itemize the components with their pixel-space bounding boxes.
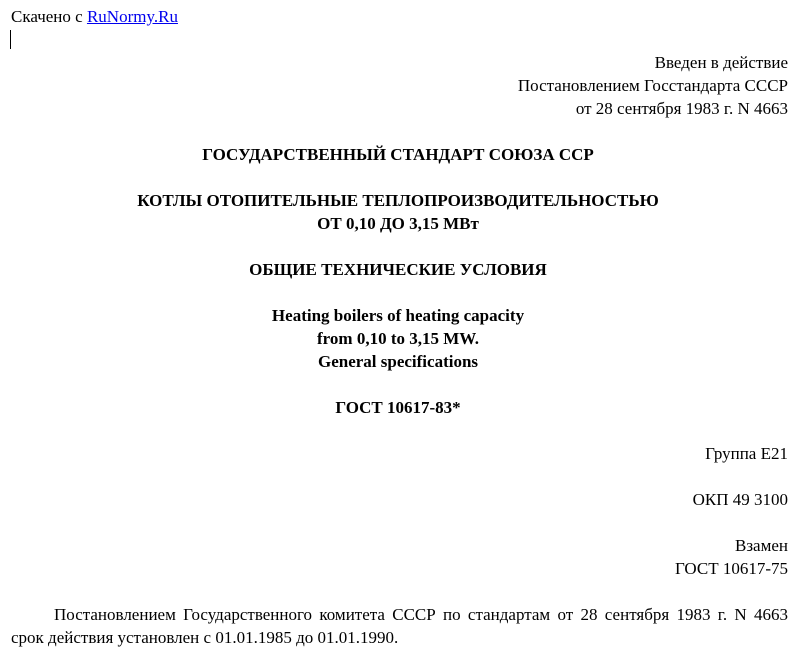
standard-type-heading: ГОСУДАРСТВЕННЫЙ СТАНДАРТ СОЮЗА ССР <box>202 145 594 164</box>
text-cursor <box>10 30 11 49</box>
runormy-link[interactable]: RuNormy.Ru <box>86 7 178 26</box>
russian-title-line-1: КОТЛЫ ОТОПИТЕЛЬНЫЕ ТЕПЛОПРОИЗВОДИТЕЛЬНОСТЬЮ <box>137 191 659 210</box>
okp-code: ОКП 49 3100 <box>692 490 788 509</box>
english-title-line-2: from 0,10 to 3,15 MW. <box>317 329 479 348</box>
replaced-standard: ГОСТ 10617-75 <box>674 559 788 578</box>
english-title-line-3: General specifications <box>317 352 479 371</box>
intro-line-decree: Постановлением Госстандарта СССР <box>517 76 788 95</box>
introduction-block <box>518 51 788 120</box>
english-title-line-1: Heating boilers of heating capacity <box>271 306 525 325</box>
russian-subtitle: ОБЩИЕ ТЕХНИЧЕСКИЕ УСЛОВИЯ <box>249 260 547 279</box>
english-title <box>0 304 796 373</box>
classification-group: Группа Е21 <box>705 444 788 463</box>
decree-paragraph: Постановлением Государственного комитета СССР по стандартам от 28 сентября 1983 г. N 4663 срок действия установлен с 01.01.1985 до 01.01.1990. <box>11 605 788 647</box>
russian-title-line-2: ОТ 0,10 ДО 3,15 МВт <box>317 214 479 233</box>
intro-line-effective: Введен в действие <box>654 53 788 72</box>
russian-title <box>0 189 796 235</box>
replacement-label: Взамен <box>734 536 788 555</box>
download-prefix: Скачено с <box>11 7 87 26</box>
download-notice <box>11 5 178 28</box>
replacement-block <box>675 534 788 580</box>
gost-number: ГОСТ 10617-83* <box>335 398 461 417</box>
intro-line-date: от 28 сентября 1983 г. N 4663 <box>575 99 788 118</box>
